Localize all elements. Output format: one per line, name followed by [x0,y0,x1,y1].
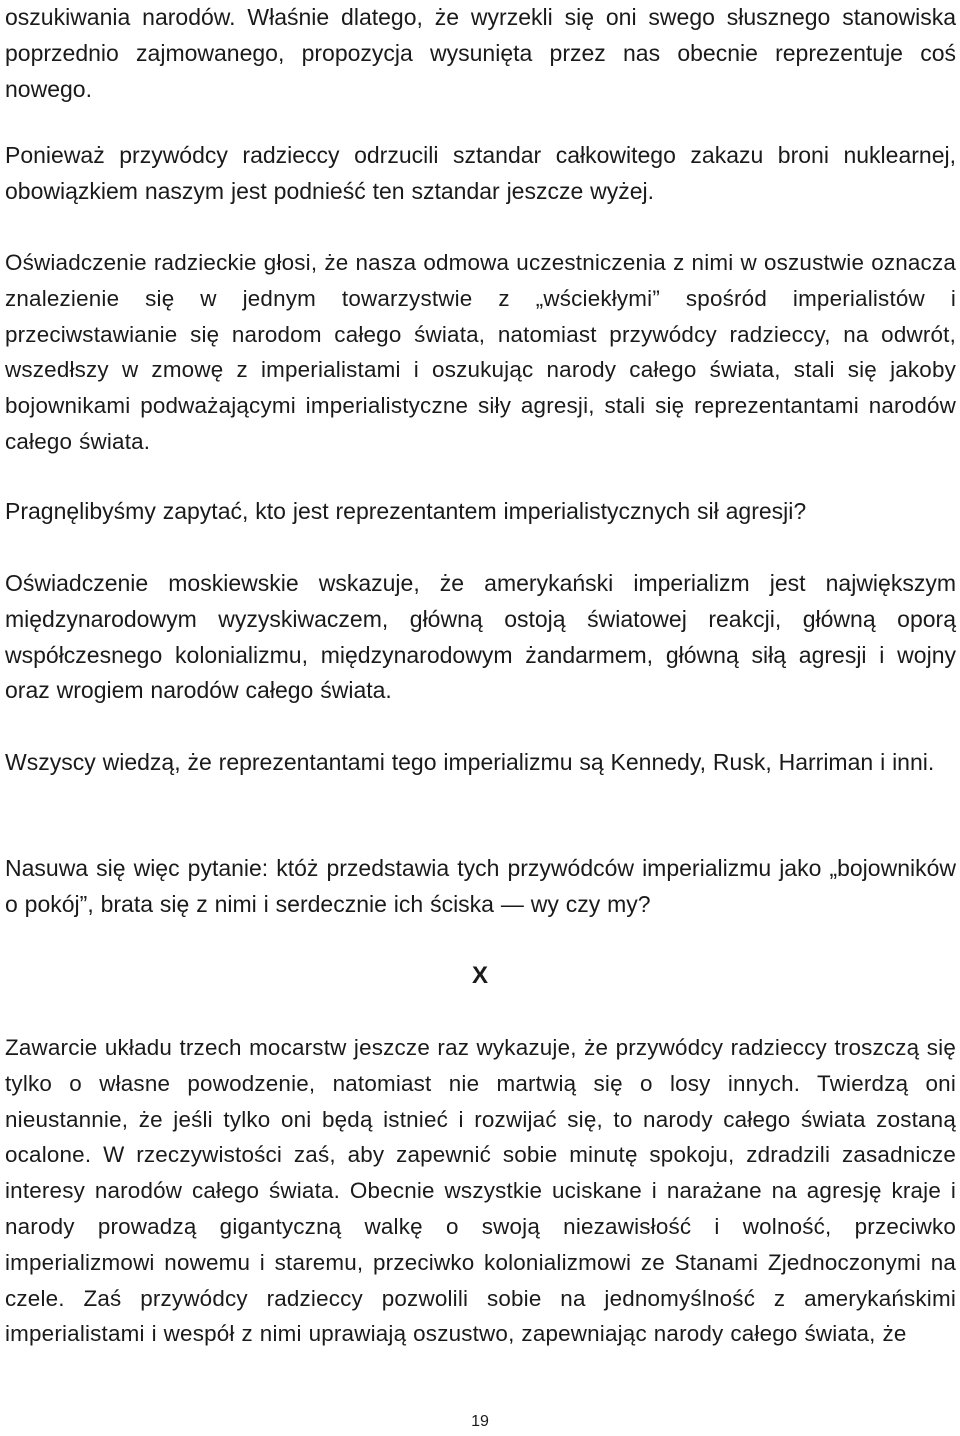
paragraph-4: Pragnęlibyśmy zapytać, kto jest reprezentantem imperialistycznych sił agresji? [5,498,807,524]
paragraph-5: Oświadczenie moskiewskie wskazuje, że amerykański imperializm jest największym międzynarodowym wyzyskiwaczem, główną ostoją światowej reakcji, główną oporą współczesnego kolonializmu, międzynarodowym żandarmem, główną siłą agresji i wojny oraz wrogiem narodów całego świata. [5,570,956,704]
section-heading: X [471,962,488,989]
page-number: 19 [471,1413,489,1430]
paragraph-6: Wszyscy wiedzą, że reprezentantami tego imperializmu są Kennedy, Rusk, Harriman i inni. [5,749,935,775]
paragraph-8: Zawarcie układu trzech mocarstw jeszcze raz wykazuje, że przywódcy radzieccy troszczą się tylko o własne powodzenie, natomiast nie martwią się o losy innych. Twierdzą oni nieustannie, że jeśli tylko oni będą istnieć i rozwijać się, to narody całego świata zostaną ocalone. W rzeczywistości zaś, aby zapewnić sobie minutę spokoju, zdradzili zasadnicze interesy narodów całego świata. Obecnie wszystkie uciskane i narażane na agresję kraje i narody prowadzą gigantyczną walkę o swoją niezawisłość i wolność, przeciwko imperializmowi nowemu i staremu, przeciwko kolonializmowi ze Stanami Zjednoczonymi na czele. Zaś przywódcy radzieccy pozwolili sobie na jednomyślność z amerykańskimi imperialistami i wespół z nimi uprawiają oszustwo, zapewniając narody całego świata, że [5,1035,956,1347]
paragraph-2: Ponieważ przywódcy radzieccy odrzucili sztandar całkowitego zakazu broni nuklearnej, obowiązkiem naszym jest podnieść ten sztandar jeszcze wyżej. [5,142,956,204]
paragraph-1: oszukiwania narodów. Właśnie dlatego, że wyrzekli się oni swego słusznego stanowiska poprzednio zajmowanego, propozycja wysunięta przez nas obecnie reprezentuje coś nowego. [5,4,956,102]
paragraph-7: Nasuwa się więc pytanie: któż przedstawia tych przywódców imperializmu jako „bojowników o pokój”, brata się z nimi i serdecznie ich ściska — wy czy my? [5,855,956,917]
paragraph-3: Oświadczenie radzieckie głosi, że nasza odmowa uczestniczenia z nimi w oszustwie oznacza znalezienie się w jednym towarzystwie z „wściekłymi” spośród imperialistów i przeciwstawianie się narodom całego świata, natomiast przywódcy radzieccy, na odwrót, wszedłszy w zmowę z imperialistami i oszukując narody całego świata, stali się jakoby bojownikami podważającymi imperialistyczne siły agresji, stali się reprezentantami narodów całego świata. [5,250,956,454]
